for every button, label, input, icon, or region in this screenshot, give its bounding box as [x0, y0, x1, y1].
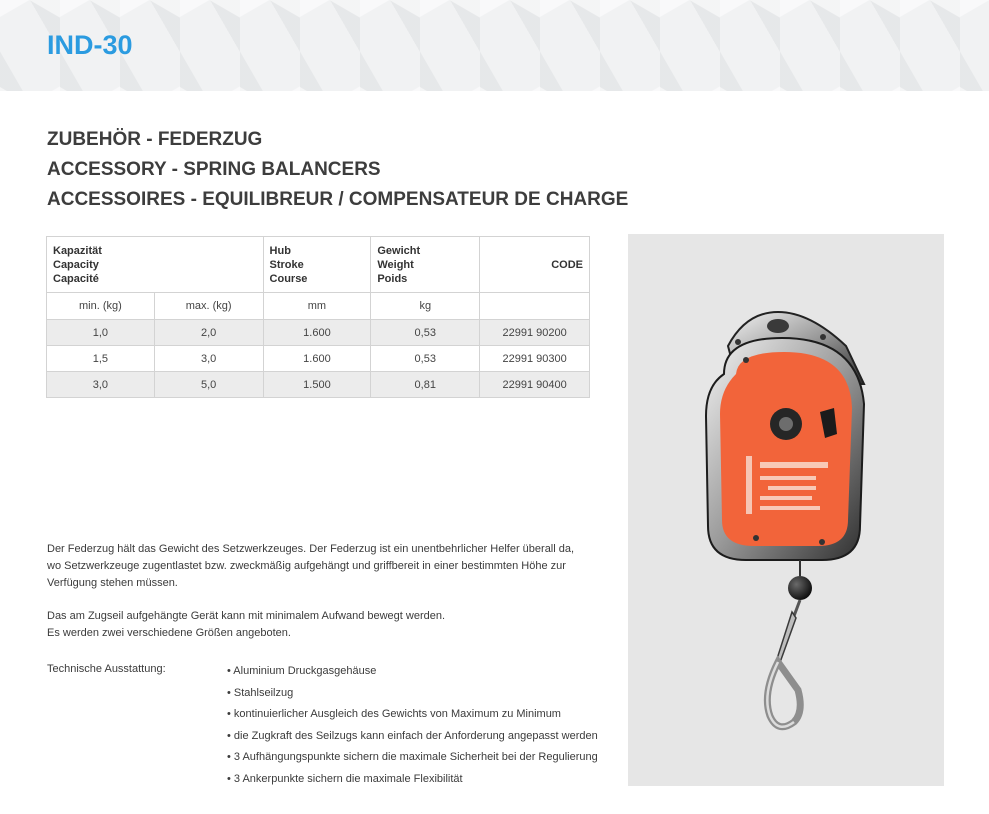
- table-header-row: [47, 237, 590, 293]
- cell-stroke: 1.500: [263, 372, 371, 398]
- header-code: CODE: [480, 237, 590, 293]
- housing-label: [720, 352, 852, 546]
- steel-cable: [794, 600, 800, 616]
- heading-french: ACCESSOIRES - EQUILIBREUR / COMPENSATEUR DE CHARGE: [47, 189, 629, 210]
- cell-stroke: 1.600: [263, 320, 371, 346]
- header-weight-en: Weight: [377, 258, 414, 271]
- unit-cell: [480, 293, 590, 320]
- unit-cell: kg: [371, 293, 480, 320]
- unit-cell: max. (kg): [154, 293, 263, 320]
- header-banner: [0, 0, 989, 91]
- header-weight-de: Gewicht: [377, 244, 421, 257]
- description-paragraph-1: [47, 541, 574, 592]
- label-line: [760, 462, 828, 468]
- feature-item: • die Zugkraft des Seilzugs kann einfach der Anforderung angepasst werden: [227, 729, 598, 742]
- cell-weight: 0,53: [371, 346, 480, 372]
- feature-item: • kontinuierlicher Ausgleich des Gewichts von Maximum zu Minimum: [227, 708, 561, 721]
- cell-min: 3,0: [47, 372, 155, 398]
- description-line: Der Federzug hält das Gewicht des Setzwerkzeuges. Der Federzug ist ein unentbehrlicher Helfer überall da,: [47, 543, 575, 555]
- label-line: [760, 496, 812, 500]
- mount-screw: [820, 334, 826, 340]
- header-stroke-en: Stroke: [269, 258, 304, 271]
- cell-max: 3,0: [154, 346, 263, 372]
- mount-screw: [735, 339, 741, 345]
- page-title: IND-30: [47, 30, 133, 60]
- heading-german: ZUBEHÖR - FEDERZUG: [47, 129, 263, 150]
- header-stroke-de: Hub: [269, 244, 291, 257]
- description-line: Verfügung stehen müssen.: [47, 577, 178, 589]
- anchor-screw: [753, 535, 759, 541]
- hanging-hole: [767, 319, 789, 333]
- description-line: wo Setzwerkzeuge zugentlastet bzw. zweckmäßig aufgehängt und griffbereit in einer bestimmten Höhe zur: [47, 560, 566, 572]
- cell-code: 22991 90200: [480, 320, 590, 346]
- spring-balancer-illustration: [628, 234, 944, 786]
- label-line: [768, 486, 816, 490]
- label-line: [760, 506, 820, 510]
- cell-max: 2,0: [154, 320, 263, 346]
- cell-min: 1,5: [47, 346, 155, 372]
- header-capacity-en: Capacity: [53, 258, 99, 271]
- header-capacity-fr: Capacité: [53, 272, 99, 285]
- technical-label: Technische Ausstattung:: [47, 663, 166, 675]
- header-capacity-de: Kapazität: [53, 244, 102, 257]
- table-row: [47, 372, 590, 398]
- feature-item: • 3 Ankerpunkte sichern die maximale Flexibilität: [227, 772, 463, 785]
- feature-list: [227, 663, 598, 793]
- description-paragraph-2: [47, 608, 445, 642]
- header-stroke: [263, 237, 371, 293]
- cell-min: 1,0: [47, 320, 155, 346]
- spec-table: [46, 236, 590, 398]
- cell-code: 22991 90400: [480, 372, 590, 398]
- heading-english: ACCESSORY - SPRING BALANCERS: [47, 159, 381, 180]
- scale-bar: [746, 456, 752, 514]
- table-row: [47, 346, 590, 372]
- anchor-screw: [819, 539, 825, 545]
- header-weight: [371, 237, 480, 293]
- label-line: [760, 476, 816, 480]
- unit-cell: mm: [263, 293, 371, 320]
- description-line: Das am Zugseil aufgehängte Gerät kann mit minimalem Aufwand bewegt werden.: [47, 610, 446, 622]
- feature-item: • Stahlseilzug: [227, 686, 294, 699]
- section-headings: [47, 127, 628, 217]
- tension-adjuster-center: [779, 417, 793, 431]
- cable-stop-ball: [788, 576, 812, 600]
- anchor-screw: [743, 357, 749, 363]
- table-units-row: [47, 293, 590, 320]
- cell-weight: 0,81: [371, 372, 480, 398]
- cell-stroke: 1.600: [263, 346, 371, 372]
- product-photo: [628, 234, 944, 786]
- feature-item: • 3 Aufhängungspunkte sichern die maximale Sicherheit bei der Regulierung: [227, 751, 598, 764]
- cell-max: 5,0: [154, 372, 263, 398]
- feature-item: • Aluminium Druckgasgehäuse: [227, 665, 377, 677]
- cell-weight: 0,53: [371, 320, 480, 346]
- header-stroke-fr: Course: [269, 272, 308, 285]
- table-row: [47, 320, 590, 346]
- unit-cell: min. (kg): [47, 293, 155, 320]
- cell-code: 22991 90300: [480, 346, 590, 372]
- description-line: Es werden zwei verschiedene Größen angeboten.: [47, 627, 291, 639]
- header-weight-fr: Poids: [377, 272, 408, 285]
- header-capacity: [47, 237, 264, 293]
